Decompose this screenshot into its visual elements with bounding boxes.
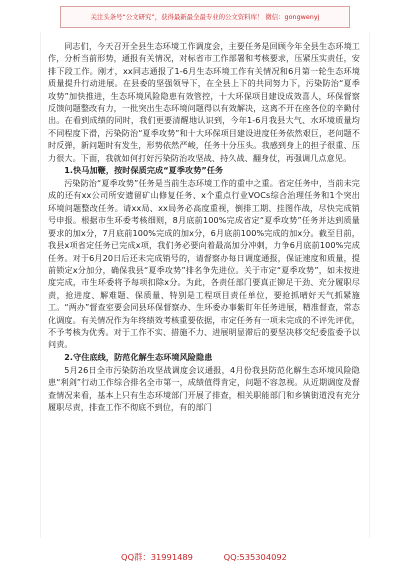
section-heading-1: 1.快马加鞭，按时保质完成“夏季攻势”任务 (64, 165, 224, 176)
qq-text: QQ:535304092 (223, 552, 287, 562)
qq-group-text: QQ群：31991489 (121, 552, 193, 562)
promo-banner: 关注头条号“公文研究”，获得最新最全最专业的公文资料库！ 微信：gongwenyj (60, 6, 350, 28)
paragraph-summer-campaign: 污染防治“夏季攻势”任务是当前生态环境工作的重中之重。省定任务中，当前未完成的还有xx公司所安遗留矿山修复任务、x个重点行业VOCs综合治理任务和1个突出环境问题整改任务。请xx局、xx局务必高度重视，倒排工期、挂图作战，尽快完成销号申报。根据市生环委考核细则，8月底前100%完成省定“夏季攻势”任务并达到质量要求的加x分，7月底前100%完成的加x分，6月底前100%完成的加x分。截至目前，我县x项省定任务已完成x项，我们务必要向着最高加分冲刺，力争6月底前100%完成任务。对于6月20日后还未完成销号的，请督察办每日调度通报，保证速度和质量，提前锁定x分加分，确保我县“夏季攻势”排名争先进位。关于市定“夏季攻势”，如未按进度完成，市生环委将予每项扣除x分。为此，各责任部门要真正铆足干劲、充分履职尽责，抢进度、解难题、保质量、特别是工程项目责任单位，要抢抓晴好天气抓紧施工。“两办”督查室要会同县环保督察办、生环委办事紫盯年任务进展，精准督查，常态化调度。有关情况作为年终绩效考核重要依据，市定任务有一项未完成的不评先评优，不予考核为优秀。对于工作不实、措施不力、进展明显滞后的要坚决移交纪委监委予以问责。 (48, 178, 360, 350)
section-heading-2: 2.守住底线，防范化解生态环境风险隐患 (64, 351, 213, 362)
paragraph-intro: 同志们，今天召开全县生态环境工作调度会，主要任务是回顾今年全县生态环境工作，分析当前形势，通报有关情况，对标省市工作部署和考核要求，压紧压实责任，安排下段工作。刚才，xx同志通报了1-6月生态环境工作有关情况和6月第一轮生态环境质量提升行动进展。在县委的坚强领导下，在全县上下的共同努力下，污染防治“夏季攻势”加快推进，生态环境风险隐患有效管控，十大环保项目建设成效喜人，环保督察反馈问题整改有力，一批突出生态环境问题得以有效解决，这离不开在座各位的辛勤付出。在看到成绩的同时，我们更要清醒地认识到，今年1-6月我县大气、水环境质量均不同程度下滑，污染防治“夏季攻势”和十大环保项目建设进度任务依然艰巨，老问题不时反弹，新问题时有发生，形势依然严峻，任务十分压头。我感到身上的担子很重、压力很大。下面，我就如何打好污染防治攻坚战、持久战、翻身仗，再强调几点意见。 (48, 41, 360, 163)
footer-contact (0, 546, 408, 568)
paragraph-risk-prevention: 5月26日全市污染防治攻坚战调度会议通报，4月份我县防范化解生态环境风险隐患“利剑”行动工作综合排名全市第一，成绩值得肯定，问题不容忽视。从近期调度及督查情况来看，基本上只有生态环境部门开展了排查，相关职能部门和乡镇街道没有充分履职尽责，排查工作不彻底不到位，有的部门 (48, 364, 360, 412)
document-body (48, 40, 360, 413)
